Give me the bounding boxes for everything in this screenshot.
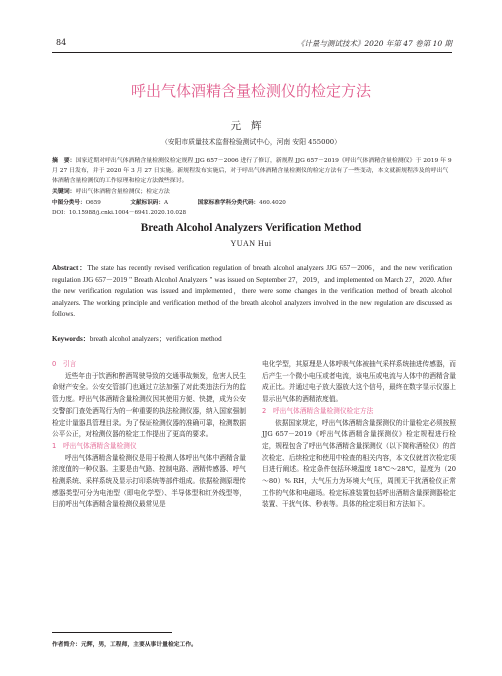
classification-row: [52, 198, 452, 206]
clc-label: 中图分类号：: [52, 200, 86, 206]
body-left-column: [52, 359, 246, 511]
page-number: 84: [56, 38, 67, 47]
header-rule: [52, 52, 452, 53]
abstract-cn: [52, 156, 452, 186]
affiliation-cn: （安阳市质量技术监督检验测试中心，河南 安阳 455000）: [161, 138, 341, 146]
discipline-code-label: 国家标准学科分类代码：: [197, 200, 260, 206]
section-2-text: 依据国家规定，呼出气体酒精含量探测仪的计量检定必须按照 JJG 657－2019《呼出气体酒精含量探测仪》检定规程进行检定，规程包含了呼出气体酒精含量探测仪（以下简称酒检仪）的首次检定、后续检定和使用中检查的相关内容，本文仅就首次检定项目进行阐述。检定条件包括环境温度 18℃～28℃，湿度为（20～80）% RH，大气压力为环境大气压，周围无干扰酒检仪正常工作的气体和电磁场。检定标准装置包括呼出酒精含量探测器检定装置、干扰气体、秒表等。具体的检定项目和方法如下。: [262, 418, 456, 509]
doc-code-label: 文献标识码：: [130, 200, 164, 206]
footnote-rule: [52, 632, 172, 633]
abstract-cn-text: 国家近期对呼出气体酒精含量检测仪检定规程 JJG 657－2006 进行了修订，新规程 JJG 657－2019《呼出气体酒精含量检测仪》于 2019 年 9 月 27 日发布，并于 2020 年 3 月 27 日实施。新规程发布实施后，对于呼出气体酒精含量检测仪的检定方法有了一些变动，本文就新规程涉及的呼出气体酒精含量检测仪的工作原理和检定方法做些探讨。: [52, 158, 452, 184]
abstract-cn-label: 摘 要：: [52, 158, 76, 164]
author-cn: 元辉: [230, 120, 272, 132]
abstract-en-text: The state has recently revised verification regulation of breath alcohol analyzers JJG 657－2006，and the new verification regulation JJG 657－2019 " Breath Alcohol Analyzers " was issued on September 27，2019，and implemented on March 27，2020. After the new verification regulation was issued and implemented，there were some changes in the verification method of breath alcohol analyzers. The working principle and verification method of the breath alcohol analyzers involved in the new regulation are discussed as follows.: [52, 264, 452, 319]
doc-code-value: A: [163, 200, 169, 206]
body-right-column: [262, 359, 456, 511]
clc-value: O659: [85, 200, 101, 206]
section-0-text: 近些年由于饮酒和醉酒驾驶导致的交通事故频发，危害人民生命财产安全。公安交管部门也通过立法加强了对此类违法行为的监管力度。呼出气体酒精含量检测仪因其使用方便、快捷，成为公安交警部门查处酒驾行为的一种重要的执法检测仪器，纳入国家强制检定计量器具管理目录。为了保证检测仪器的准确可靠，检测数据公平公正，对检测仪器的检定工作提出了更高的要求。: [52, 371, 246, 439]
keywords-en-text: breath alcohol analyzers；verification method: [89, 335, 222, 343]
discipline-code-value: 460.4020: [259, 200, 286, 206]
continued-text: 电化学型，其原理是人体呼吸气体被抽气采样系统抽进传感器，而后产生一个微小电压或者电流，该电压或电流与人体中的酒精含量成正比。并通过电子放大器放大这个信号，最终在数字显示仪器上显示出气体的酒精浓度值。: [262, 360, 456, 404]
running-head: 《计量与测试技术》2020 年第 47 卷第 10 期: [296, 39, 452, 48]
section-1-text: 呼出气体酒精含量检测仪是用于检测人体呼出气体中酒精含量浓度值的一种仪器。主要是由气路、控制电路、酒精传感器、呼气检测系统、采样系统及显示打印系统等部件组成。依据检测原理传感器类型可分为电池型（即电化学型）、半导体型和红外线型等，目前呼出气体酒精含量检测仪最常见是: [52, 453, 246, 509]
keywords-cn-label: 关键词：: [52, 189, 76, 195]
title-cn: 呼出气体酒精含量检测仪的检定方法: [130, 82, 371, 100]
title-en: Breath Alcohol Analyzers Verification Method: [140, 222, 362, 234]
abstract-en-label: Abstract：: [52, 264, 88, 272]
author-footnote: 作者简介：元辉，男，工程师，主要从事计量检定工作。: [52, 642, 197, 648]
section-2-heading: 2 呼出气体酒精含量检测仪检定方法: [262, 406, 374, 415]
keywords-en: [52, 334, 452, 344]
section-0-heading: 0 引言: [52, 360, 77, 368]
author-en: YUAN Hui: [230, 239, 272, 248]
doi: DOI：10.15988/j.cnki.1004－6941.2020.10.028: [52, 210, 187, 216]
abstract-en: [52, 263, 452, 321]
section-1-heading: 1 呼出气体酒精含量检测仪: [52, 441, 137, 450]
keywords-cn-text: 呼出气体酒精含量检测仪；检定方法: [75, 189, 170, 195]
keywords-cn: [52, 187, 452, 197]
keywords-en-label: Keywords：: [52, 335, 90, 343]
